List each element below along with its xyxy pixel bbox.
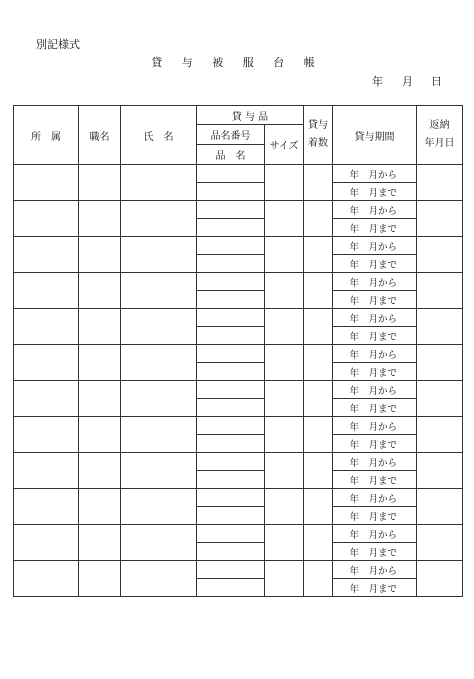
position-cell[interactable] bbox=[79, 561, 121, 597]
header-position: 職名 bbox=[79, 106, 121, 165]
position-cell[interactable] bbox=[79, 345, 121, 381]
loan-quantity-cell[interactable] bbox=[304, 273, 333, 309]
loan-period-from-cell[interactable] bbox=[333, 273, 417, 291]
return-date-cell[interactable] bbox=[417, 381, 463, 417]
position-cell[interactable] bbox=[79, 381, 121, 417]
period-from-label: 月から bbox=[368, 493, 398, 505]
loan-quantity-cell[interactable] bbox=[304, 165, 333, 201]
item-number-cell[interactable] bbox=[197, 453, 265, 471]
period-from-label: 月から bbox=[368, 457, 398, 469]
ledger-row bbox=[14, 417, 463, 435]
ledger-row bbox=[14, 201, 463, 219]
period-from-label: 月から bbox=[368, 277, 398, 289]
loan-quantity-cell[interactable] bbox=[304, 525, 333, 561]
period-year-label: 年 bbox=[349, 259, 360, 271]
header-loan-quantity-line2: 着数 bbox=[308, 138, 329, 149]
loan-quantity-cell[interactable] bbox=[304, 309, 333, 345]
header-loan-item: 貸 与 品 bbox=[197, 106, 304, 125]
size-cell[interactable] bbox=[265, 309, 304, 345]
affiliation-cell[interactable] bbox=[14, 525, 79, 561]
ledger-row bbox=[14, 309, 463, 327]
item-number-cell[interactable] bbox=[197, 237, 265, 255]
loan-period-until-cell[interactable] bbox=[333, 579, 417, 597]
loan-period-from-cell[interactable] bbox=[333, 345, 417, 363]
size-cell[interactable] bbox=[265, 381, 304, 417]
period-year-label: 年 bbox=[349, 511, 360, 523]
item-name-cell[interactable] bbox=[197, 543, 265, 561]
period-year-label: 年 bbox=[349, 403, 360, 415]
period-year-label: 年 bbox=[349, 547, 360, 559]
item-name-cell[interactable] bbox=[197, 255, 265, 273]
ledger-row bbox=[14, 273, 463, 291]
period-year-label: 年 bbox=[349, 169, 360, 181]
loan-period-from-cell[interactable] bbox=[333, 489, 417, 507]
affiliation-cell[interactable] bbox=[14, 237, 79, 273]
date-month-label: 月 bbox=[402, 75, 413, 88]
item-name-cell[interactable] bbox=[197, 435, 265, 453]
loan-period-until-cell[interactable] bbox=[333, 471, 417, 489]
loan-quantity-cell[interactable] bbox=[304, 489, 333, 525]
date-year-label: 年 bbox=[372, 75, 383, 88]
period-until-label: 月まで bbox=[368, 331, 398, 343]
name-cell[interactable] bbox=[121, 489, 197, 525]
affiliation-cell[interactable] bbox=[14, 309, 79, 345]
ledger-body bbox=[14, 165, 463, 597]
header-return-date bbox=[417, 106, 463, 165]
return-date-cell[interactable] bbox=[417, 345, 463, 381]
period-until-label: 月まで bbox=[368, 547, 398, 559]
return-date-cell[interactable] bbox=[417, 561, 463, 597]
period-year-label: 年 bbox=[349, 187, 360, 199]
loan-quantity-cell[interactable] bbox=[304, 561, 333, 597]
item-name-cell[interactable] bbox=[197, 579, 265, 597]
ledger-row bbox=[14, 525, 463, 543]
position-cell[interactable] bbox=[79, 165, 121, 201]
affiliation-cell[interactable] bbox=[14, 417, 79, 453]
loan-period-until-cell[interactable] bbox=[333, 291, 417, 309]
item-name-cell[interactable] bbox=[197, 471, 265, 489]
affiliation-cell[interactable] bbox=[14, 165, 79, 201]
document-title: 貸 与 被 服 台 帳 bbox=[151, 56, 323, 69]
name-cell[interactable] bbox=[121, 381, 197, 417]
size-cell[interactable] bbox=[265, 525, 304, 561]
size-cell[interactable] bbox=[265, 165, 304, 201]
affiliation-cell[interactable] bbox=[14, 273, 79, 309]
period-from-label: 月から bbox=[368, 385, 398, 397]
period-year-label: 年 bbox=[349, 439, 360, 451]
loan-period-from-cell[interactable] bbox=[333, 309, 417, 327]
return-date-cell[interactable] bbox=[417, 489, 463, 525]
item-name-cell[interactable] bbox=[197, 327, 265, 345]
return-date-cell[interactable] bbox=[417, 237, 463, 273]
period-year-label: 年 bbox=[349, 457, 360, 469]
ledger-row bbox=[14, 561, 463, 579]
loan-period-until-cell[interactable] bbox=[333, 183, 417, 201]
item-name-cell[interactable] bbox=[197, 183, 265, 201]
return-date-cell[interactable] bbox=[417, 273, 463, 309]
size-cell[interactable] bbox=[265, 201, 304, 237]
loan-period-from-cell[interactable] bbox=[333, 417, 417, 435]
item-number-cell[interactable] bbox=[197, 417, 265, 435]
position-cell[interactable] bbox=[79, 525, 121, 561]
item-number-cell[interactable] bbox=[197, 165, 265, 183]
name-cell[interactable] bbox=[121, 273, 197, 309]
name-cell[interactable] bbox=[121, 525, 197, 561]
position-cell[interactable] bbox=[79, 309, 121, 345]
period-from-label: 月から bbox=[368, 169, 398, 181]
period-until-label: 月まで bbox=[368, 295, 398, 307]
name-cell[interactable] bbox=[121, 561, 197, 597]
period-year-label: 年 bbox=[349, 295, 360, 307]
header-affiliation: 所 属 bbox=[14, 106, 79, 165]
ledger-row bbox=[14, 345, 463, 363]
period-year-label: 年 bbox=[349, 385, 360, 397]
date-day-label: 日 bbox=[431, 75, 442, 88]
loan-quantity-cell[interactable] bbox=[304, 417, 333, 453]
period-until-label: 月まで bbox=[368, 187, 398, 199]
loan-period-until-cell[interactable] bbox=[333, 327, 417, 345]
loan-period-from-cell[interactable] bbox=[333, 381, 417, 399]
loan-period-from-cell[interactable] bbox=[333, 237, 417, 255]
item-name-cell[interactable] bbox=[197, 399, 265, 417]
name-cell[interactable] bbox=[121, 201, 197, 237]
period-from-label: 月から bbox=[368, 421, 398, 433]
period-from-label: 月から bbox=[368, 529, 398, 541]
item-number-cell[interactable] bbox=[197, 381, 265, 399]
period-from-label: 月から bbox=[368, 241, 398, 253]
period-until-label: 月まで bbox=[368, 223, 398, 235]
return-date-cell[interactable] bbox=[417, 201, 463, 237]
period-year-label: 年 bbox=[349, 565, 360, 577]
size-cell[interactable] bbox=[265, 453, 304, 489]
period-year-label: 年 bbox=[349, 331, 360, 343]
loan-period-until-cell[interactable] bbox=[333, 363, 417, 381]
item-number-cell[interactable] bbox=[197, 273, 265, 291]
item-number-cell[interactable] bbox=[197, 525, 265, 543]
item-number-cell[interactable] bbox=[197, 345, 265, 363]
loan-period-from-cell[interactable] bbox=[333, 525, 417, 543]
loan-period-until-cell[interactable] bbox=[333, 219, 417, 237]
ledger-row bbox=[14, 237, 463, 255]
item-name-cell[interactable] bbox=[197, 219, 265, 237]
item-number-cell[interactable] bbox=[197, 309, 265, 327]
period-until-label: 月まで bbox=[368, 403, 398, 415]
return-date-cell[interactable] bbox=[417, 453, 463, 489]
item-name-cell[interactable] bbox=[197, 363, 265, 381]
period-until-label: 月まで bbox=[368, 511, 398, 523]
ledger-row bbox=[14, 381, 463, 399]
affiliation-cell[interactable] bbox=[14, 489, 79, 525]
header-item-name: 品 名 bbox=[197, 145, 265, 165]
period-year-label: 年 bbox=[349, 421, 360, 433]
position-cell[interactable] bbox=[79, 273, 121, 309]
period-from-label: 月から bbox=[368, 565, 398, 577]
ledger-row bbox=[14, 453, 463, 471]
affiliation-cell[interactable] bbox=[14, 381, 79, 417]
period-until-label: 月まで bbox=[368, 439, 398, 451]
item-number-cell[interactable] bbox=[197, 561, 265, 579]
period-year-label: 年 bbox=[349, 583, 360, 595]
header-name: 氏 名 bbox=[121, 106, 197, 165]
period-from-label: 月から bbox=[368, 313, 398, 325]
loan-quantity-cell[interactable] bbox=[304, 453, 333, 489]
header-loan-period: 貸与期間 bbox=[333, 106, 417, 165]
period-year-label: 年 bbox=[349, 475, 360, 487]
item-name-cell[interactable] bbox=[197, 507, 265, 525]
header-return-date-line2: 年月日 bbox=[424, 138, 455, 149]
loan-quantity-cell[interactable] bbox=[304, 237, 333, 273]
size-cell[interactable] bbox=[265, 489, 304, 525]
header-loan-quantity bbox=[304, 106, 333, 165]
period-year-label: 年 bbox=[349, 223, 360, 235]
period-year-label: 年 bbox=[349, 241, 360, 253]
name-cell[interactable] bbox=[121, 453, 197, 489]
position-cell[interactable] bbox=[79, 489, 121, 525]
period-year-label: 年 bbox=[349, 277, 360, 289]
size-cell[interactable] bbox=[265, 345, 304, 381]
period-year-label: 年 bbox=[349, 529, 360, 541]
period-year-label: 年 bbox=[349, 493, 360, 505]
loan-period-until-cell[interactable] bbox=[333, 543, 417, 561]
loan-period-from-cell[interactable] bbox=[333, 453, 417, 471]
loan-period-until-cell[interactable] bbox=[333, 399, 417, 417]
name-cell[interactable] bbox=[121, 165, 197, 201]
ledger-row bbox=[14, 489, 463, 507]
size-cell[interactable] bbox=[265, 273, 304, 309]
affiliation-cell[interactable] bbox=[14, 345, 79, 381]
name-cell[interactable] bbox=[121, 345, 197, 381]
form-label: 別記様式 bbox=[36, 38, 80, 51]
return-date-cell[interactable] bbox=[417, 309, 463, 345]
loan-period-until-cell[interactable] bbox=[333, 507, 417, 525]
return-date-cell[interactable] bbox=[417, 525, 463, 561]
period-from-label: 月から bbox=[368, 205, 398, 217]
period-year-label: 年 bbox=[349, 205, 360, 217]
size-cell[interactable] bbox=[265, 561, 304, 597]
header-return-date-line1: 返納 bbox=[429, 120, 450, 131]
item-number-cell[interactable] bbox=[197, 201, 265, 219]
loan-quantity-cell[interactable] bbox=[304, 381, 333, 417]
affiliation-cell[interactable] bbox=[14, 453, 79, 489]
size-cell[interactable] bbox=[265, 237, 304, 273]
loan-period-from-cell[interactable] bbox=[333, 165, 417, 183]
loan-period-from-cell[interactable] bbox=[333, 201, 417, 219]
period-year-label: 年 bbox=[349, 313, 360, 325]
affiliation-cell[interactable] bbox=[14, 561, 79, 597]
period-until-label: 月まで bbox=[368, 583, 398, 595]
period-year-label: 年 bbox=[349, 349, 360, 361]
size-cell[interactable] bbox=[265, 417, 304, 453]
item-number-cell[interactable] bbox=[197, 489, 265, 507]
position-cell[interactable] bbox=[79, 417, 121, 453]
item-name-cell[interactable] bbox=[197, 291, 265, 309]
period-until-label: 月まで bbox=[368, 367, 398, 379]
return-date-cell[interactable] bbox=[417, 417, 463, 453]
position-cell[interactable] bbox=[79, 453, 121, 489]
name-cell[interactable] bbox=[121, 417, 197, 453]
loan-period-until-cell[interactable] bbox=[333, 435, 417, 453]
ledger-row bbox=[14, 165, 463, 183]
loan-ledger-table bbox=[13, 105, 463, 597]
affiliation-cell[interactable] bbox=[14, 201, 79, 237]
position-cell[interactable] bbox=[79, 237, 121, 273]
name-cell[interactable] bbox=[121, 309, 197, 345]
header-size: サイズ bbox=[265, 125, 304, 165]
period-until-label: 月まで bbox=[368, 259, 398, 271]
header-item-number: 品名番号 bbox=[197, 125, 265, 145]
loan-quantity-cell[interactable] bbox=[304, 201, 333, 237]
loan-period-from-cell[interactable] bbox=[333, 561, 417, 579]
return-date-cell[interactable] bbox=[417, 165, 463, 201]
position-cell[interactable] bbox=[79, 201, 121, 237]
name-cell[interactable] bbox=[121, 237, 197, 273]
period-until-label: 月まで bbox=[368, 475, 398, 487]
header-loan-quantity-line1: 貸与 bbox=[308, 120, 329, 131]
loan-period-until-cell[interactable] bbox=[333, 255, 417, 273]
period-from-label: 月から bbox=[368, 349, 398, 361]
loan-quantity-cell[interactable] bbox=[304, 345, 333, 381]
period-year-label: 年 bbox=[349, 367, 360, 379]
